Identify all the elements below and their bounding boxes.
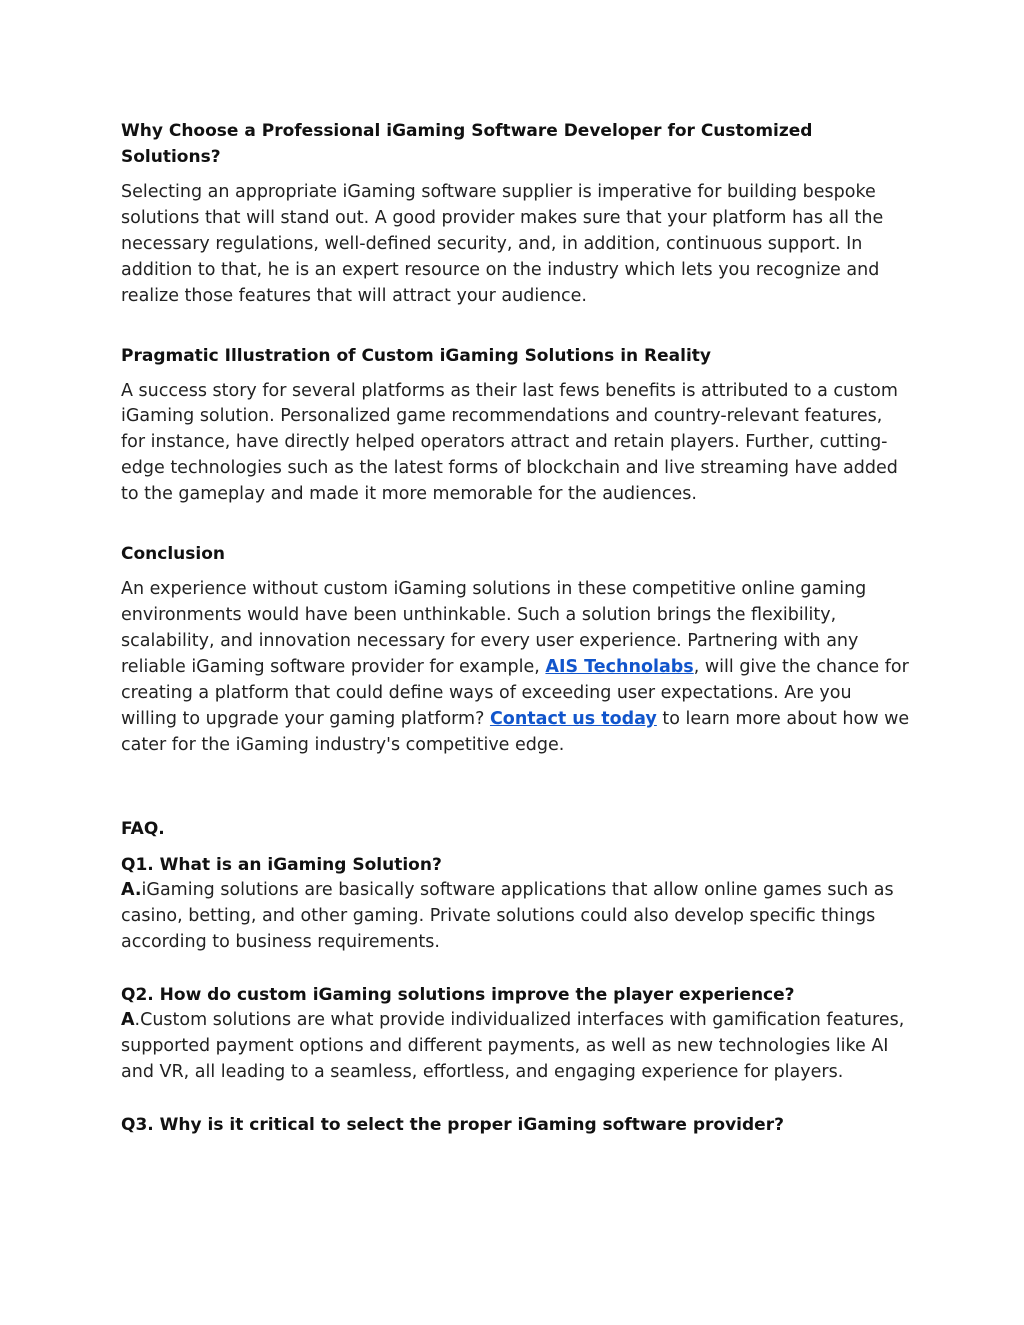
ais-technolabs-link[interactable]: AIS Technolabs	[545, 656, 694, 677]
faq-q3: Q3. Why is it critical to select the proper iGaming software provider?	[121, 1114, 784, 1135]
conclusion-body	[121, 577, 911, 758]
faq-a1-prefix: A.	[121, 880, 142, 901]
why-heading: Why Choose a Professional iGaming Software Developer for Customized Solutions?	[121, 121, 813, 167]
conclusion-text-3: to learn more about how we cater for the iGaming industry's competitive edge.	[121, 708, 910, 755]
document-page	[121, 118, 911, 1138]
faq-a1	[121, 878, 911, 956]
faq-a2-prefix: A	[121, 1010, 135, 1031]
conclusion-text-1: An experience without custom iGaming solutions in these competitive online gaming environments would have been unthinkable. Such a solution brings the flexibility, scalability, and innovation necessary for every user experience. Partnering with any reliable iGaming software provider for example,	[121, 579, 867, 677]
faq-a2-text: .Custom solutions are what provide individualized interfaces with gamification features, supported payment options and different payments, as well as new technologies like AI and VR, all leading to a seamless, effortless, and engaging experience for players.	[121, 1010, 905, 1082]
faq-heading: FAQ.	[121, 819, 165, 840]
conclusion-heading: Conclusion	[121, 544, 225, 565]
why-body: Selecting an appropriate iGaming software supplier is imperative for building bespoke solutions that will stand out. A good provider makes sure that your platform has all the necessary regulations, well-defined security, and, in addition, continuous support. In addition to that, he is an expert resource on the industry which lets you recognize and realize those features that will attract your audience.	[121, 182, 884, 306]
contact-us-link[interactable]: Contact us today	[489, 708, 657, 729]
faq-q2: Q2. How do custom iGaming solutions improve the player experience?	[121, 985, 795, 1006]
pragmatic-heading: Pragmatic Illustration of Custom iGaming Solutions in Reality	[121, 345, 711, 366]
conclusion-text-2: , will give the chance for creating a platform that could define ways of exceeding user expectations. Are you willing to upgrade your gaming platform?	[121, 656, 909, 729]
faq-a2	[121, 1008, 911, 1086]
faq-a1-text: iGaming solutions are basically software applications that allow online games such as casino, betting, and other gaming. Private solutions could also develop specific things according to business requirements.	[121, 880, 894, 953]
faq-q1: Q1. What is an iGaming Solution?	[121, 855, 442, 876]
pragmatic-body: A success story for several platforms as their last fews benefits is attributed to a custom iGaming solution. Personalized game recommendations and country-relevant features, for instance, have directly helped operators attract and retain players. Further, cutting-edge technologies such as the latest forms of blockchain and live streaming have added to the gameplay and made it more memorable for the audiences.	[121, 380, 898, 505]
